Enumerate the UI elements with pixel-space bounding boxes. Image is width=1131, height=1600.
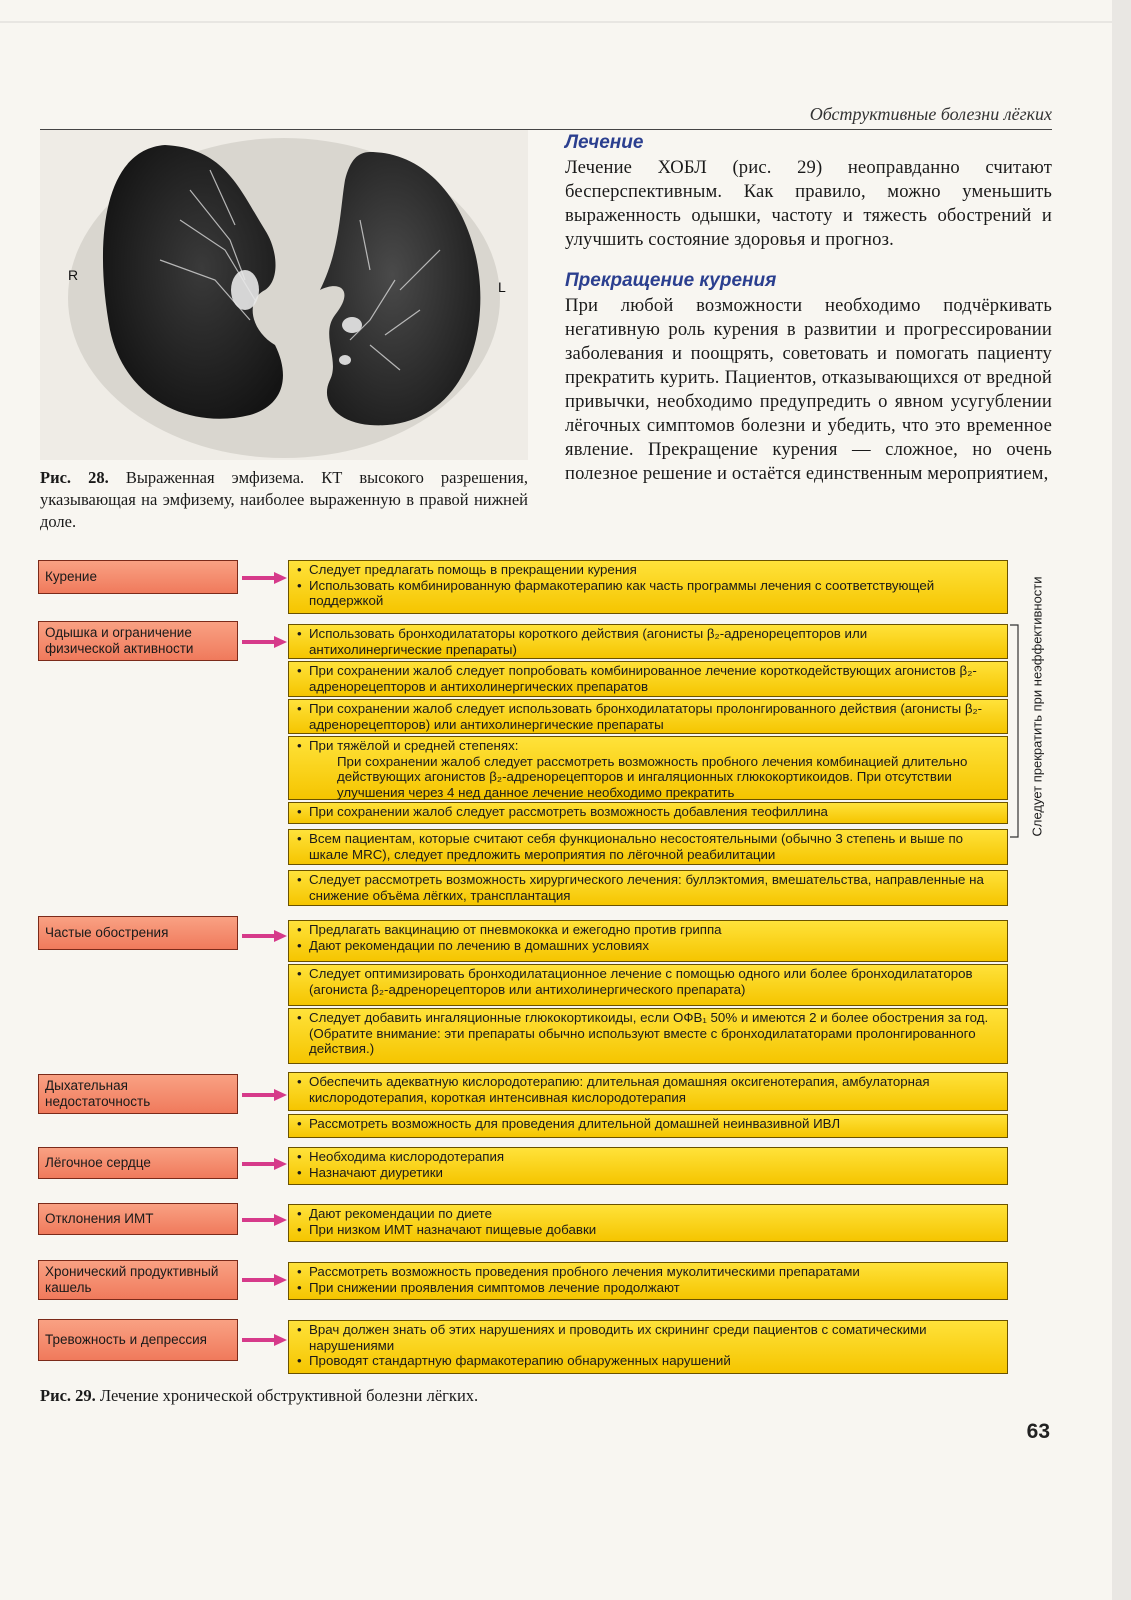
- action-box-rehabilitation: [288, 829, 1008, 865]
- action-item: • Всем пациентам, которые считают себя функционально несостоятельными (обычно 3 степень и выше по шкале MRC), следует предложить мероприятия по лёгочной реабилитации: [297, 831, 999, 862]
- arrow-icon: [242, 1273, 288, 1287]
- action-box-surgery: [288, 870, 1008, 906]
- ct-label-left: L: [498, 279, 506, 295]
- category-pulmonary-heart: Лёгочное сердце: [38, 1147, 238, 1179]
- arrow-icon: [242, 1088, 288, 1102]
- figure-29-number: Рис. 29.: [40, 1386, 96, 1405]
- section-heading-treatment: Лечение: [565, 132, 644, 153]
- action-box-smoking: [288, 560, 1008, 614]
- right-column: [565, 132, 1052, 504]
- figure-29-caption: [40, 1386, 1040, 1406]
- action-box-severe-moderate: [288, 736, 1008, 800]
- section-heading-smoking-cessation: Прекращение курения: [565, 270, 777, 291]
- action-box-combination-short: [288, 661, 1008, 697]
- side-label-text: Следует прекратить при неэффективности: [1029, 575, 1045, 837]
- action-box-mucolytics: [288, 1262, 1008, 1300]
- action-subitem: При сохранении жалоб следует рассмотреть возможность пробного лечения комбинацией длительно действующих агонистов β₂-адренорецепторов и ингаляционных глюкокортикоидов. При отсутствии улучшения через 4 нед данное лечение необходимо прекратить: [337, 753, 968, 800]
- action-box-anxiety-depression: [288, 1320, 1008, 1374]
- section-text-smoking-cessation: При любой возможности необходимо подчёркивать негативную роль курения в развитии и прогрессировании заболевания и поощрять, советовать и помогать пациенту прекратить курить. Пациентов, отказывающихся от вредной привычки, необходимо предупредить о явном усугублении лёгочных симптомов болезни и убедить, что это временное явление. Прекращение курения — сложное, но очень полезное решение и остаётся единственным мероприятием,: [565, 295, 1052, 484]
- action-box-bmi: [288, 1204, 1008, 1242]
- action-item: • При сохранении жалоб следует попробовать комбинированное лечение короткодействующих агонистов β₂-адренорецепторов и антихолинергических препаратов: [297, 663, 999, 694]
- action-box-vaccination: [288, 920, 1008, 962]
- action-item: • Обеспечить адекватную кислородотерапию: длительная домашняя оксигенотерапия, амбулаторная кислородотерапия, короткая интенсивная кислородотерапия: [297, 1074, 999, 1105]
- action-item: • Необходима кислородотерапия: [297, 1149, 999, 1165]
- action-box-long-bronchodilators: [288, 699, 1008, 734]
- action-box-pulmonary-heart: [288, 1147, 1008, 1185]
- page-number: 63: [1026, 1420, 1050, 1443]
- treatment-flow-diagram: [38, 558, 1058, 1383]
- action-box-theophylline: [288, 802, 1008, 824]
- figure-28-caption: [40, 467, 528, 533]
- section-text-treatment: Лечение ХОБЛ (рис. 29) неоправданно считают бесперспективным. Как правило, можно уменьшить выраженность одышки, частоту и тяжесть обострений и улучшить состояние здоровья и прогноз.: [565, 157, 1052, 250]
- figure-28-number: Рис. 28.: [40, 468, 109, 487]
- action-box-optimize-bronchodilation: [288, 964, 1008, 1006]
- action-box-short-bronchodilators: [288, 624, 1008, 659]
- category-exacerbations: Частые обострения: [38, 916, 238, 950]
- action-item: • Дают рекомендации по лечению в домашних условиях: [297, 938, 999, 954]
- category-bmi: Отклонения ИМТ: [38, 1203, 238, 1235]
- action-item: • Проводят стандартную фармакотерапию обнаруженных нарушений: [297, 1353, 999, 1369]
- arrow-icon: [242, 1213, 288, 1227]
- action-item: • Назначают диуретики: [297, 1165, 999, 1181]
- action-item: • Использовать комбинированную фармакотерапию как часть программы лечения с соответствующей поддержкой: [297, 578, 999, 609]
- action-item: • Следует рассмотреть возможность хирургического лечения: буллэктомия, вмешательства, направленные на снижение объёма лёгких, трансплантация: [297, 872, 999, 903]
- action-item: • При низком ИМТ назначают пищевые добавки: [297, 1222, 999, 1238]
- action-box-niv: [288, 1114, 1008, 1138]
- action-item: • Рассмотреть возможность проведения пробного лечения муколитическими препаратами: [297, 1264, 999, 1280]
- action-item: • Следует добавить ингаляционные глюкокортикоиды, если ОФВ₁ 50% и имеются 2 и более обострения за год. (Обратите внимание: эти препараты обычно используют вместе с бронходилататорами пролонгированного действия.): [297, 1010, 999, 1057]
- category-anxiety-depression: Тревожность и депрессия: [38, 1319, 238, 1361]
- action-item: • Следует предлагать помощь в прекращении курения: [297, 562, 999, 578]
- figure-29-text: Лечение хронической обструктивной болезни лёгких.: [99, 1386, 479, 1405]
- figure-28-text: Выраженная эмфизема. КТ высокого разрешения, указывающая на эмфизему, наиболее выраженную в правой нижней доле.: [40, 468, 528, 531]
- action-item: • При тяжёлой и средней степенях:: [297, 738, 999, 754]
- action-item: • При снижении проявления симптомов лечение продолжают: [297, 1280, 999, 1296]
- arrow-icon: [242, 635, 288, 649]
- arrow-icon: [242, 1333, 288, 1347]
- category-dyspnea: Одышка и ограничение физической активности: [38, 621, 238, 661]
- action-item: • Использовать бронходилататоры короткого действия (агонисты β₂-адренорецепторов или антихолинергические препараты): [297, 626, 999, 657]
- action-item: • Рассмотреть возможность для проведения длительной домашней неинвазивной ИВЛ: [297, 1116, 999, 1132]
- arrow-icon: [242, 1157, 288, 1171]
- action-box-oxygen-therapy: [288, 1072, 1008, 1111]
- action-item: • Дают рекомендации по диете: [297, 1206, 999, 1222]
- running-head: Обструктивные болезни лёгких: [40, 104, 1052, 130]
- action-item: • Врач должен знать об этих нарушениях и проводить их скрининг среди пациентов с соматическими нарушениями: [297, 1322, 999, 1353]
- category-productive-cough: Хронический продуктивный кашель: [38, 1260, 238, 1300]
- action-box-inhaled-glucocorticoids: [288, 1008, 1008, 1064]
- category-smoking: Курение: [38, 560, 238, 594]
- arrow-icon: [242, 929, 288, 943]
- action-item: • При сохранении жалоб следует использовать бронходилататоры пролонгированного действия (агонисты β₂-адренорецепторов) или антихолинергические препараты: [297, 701, 999, 732]
- arrow-icon: [242, 571, 288, 585]
- action-item: • При сохранении жалоб следует рассмотреть возможность добавления теофиллина: [297, 804, 999, 820]
- action-item: • Следует оптимизировать бронходилатационное лечение с помощью одного или более бронходилататоров (агониста β₂-адренорецепторов или антихолинергического препарата): [297, 966, 999, 997]
- category-respiratory-failure: Дыхательная недостаточность: [38, 1074, 238, 1114]
- ct-scan-image: [40, 130, 528, 460]
- side-label: [1020, 558, 1054, 854]
- action-item: • Предлагать вакцинацию от пневмококка и ежегодно против гриппа: [297, 922, 999, 938]
- ct-label-right: R: [68, 267, 79, 283]
